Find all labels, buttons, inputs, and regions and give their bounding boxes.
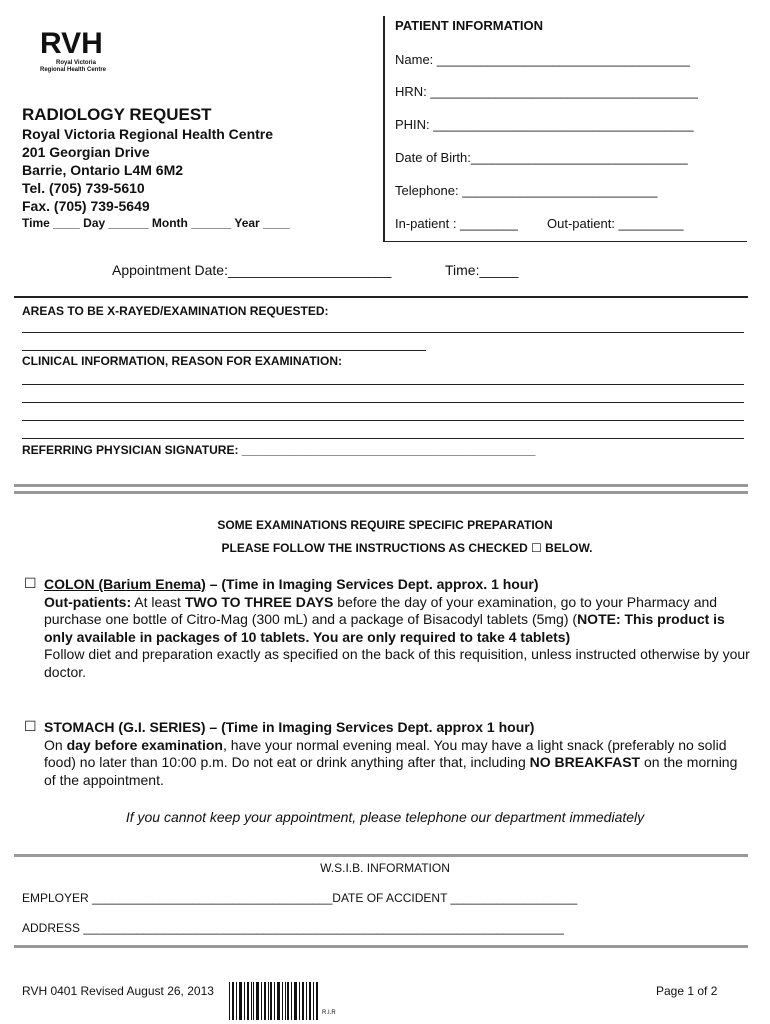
- colon-checkbox[interactable]: ☐: [24, 575, 37, 591]
- org-tel: Tel. (705) 739-5610: [22, 180, 145, 196]
- outpatient-field[interactable]: Out-patient: _________: [547, 216, 684, 231]
- wsib-heading: W.S.I.B. INFORMATION: [320, 861, 450, 875]
- section-rule-bottom: [14, 491, 748, 494]
- phin-field[interactable]: PHIN: ____________________________________: [395, 117, 694, 132]
- clinical-line-1[interactable]: [22, 384, 744, 385]
- address-field[interactable]: ADDRESS ________________________________________________________________________: [22, 921, 564, 935]
- wsib-rule-top: [14, 854, 748, 857]
- form-title: RADIOLOGY REQUEST: [22, 105, 212, 124]
- appointment-rule: [14, 296, 748, 298]
- stomach-text-4: NO BREAKFAST: [529, 754, 641, 770]
- logo-line2: Regional Health Centre: [40, 67, 107, 73]
- barcode-label: R.I.R: [322, 1010, 336, 1016]
- employer-field[interactable]: EMPLOYER ____________________________________DATE OF ACCIDENT ___________________: [22, 891, 578, 905]
- hrn-field[interactable]: HRN: _____________________________________: [395, 84, 698, 99]
- stomach-text-5: on the morning of the appointment.: [44, 754, 738, 788]
- colon-text-3: before the day of your examination, go to your Pharmacy and purchase one bottle of Citro-Mag (300 mL) and a package of Bisacodyl tablets (5mg) (: [44, 593, 718, 627]
- org-fax: Fax. (705) 739-5649: [22, 198, 150, 214]
- physician-signature-field[interactable]: REFERRING PHYSICIAN SIGNATURE: ____________________________________________: [22, 443, 536, 457]
- stomach-text-3: , have your normal evening meal. You may have a light snack (preferably no solid food) no later than 10:00 p.m. Do not eat or drink anything after that, including: [44, 736, 727, 770]
- form-revision: RVH 0401 Revised August 26, 2013: [22, 984, 214, 998]
- org-city: Barrie, Ontario L4M 6M2: [22, 162, 184, 178]
- stomach-text-2: day before examination: [66, 736, 223, 753]
- stomach-text-1: On: [44, 736, 67, 753]
- telephone-field[interactable]: Telephone: ___________________________: [395, 183, 658, 198]
- colon-outpatients-label: Out-patients:: [44, 593, 132, 610]
- date-of-birth-field[interactable]: Date of Birth:______________________________: [395, 150, 688, 165]
- colon-title-rest: – (Time in Imaging Services Dept. approx. 1 hour): [205, 576, 539, 592]
- clinical-line-2[interactable]: [22, 402, 744, 403]
- wsib-rule-bottom: [14, 945, 748, 948]
- time-day-month-year-field[interactable]: Time ____ Day ______ Month ______ Year ____: [22, 216, 290, 230]
- stomach-section: [24, 719, 744, 789]
- inpatient-field[interactable]: In-patient : ________: [395, 216, 518, 231]
- header-bottom-rule: [383, 241, 747, 242]
- appointment-time-field[interactable]: Time:_____: [445, 262, 519, 278]
- stomach-title: STOMACH (G.I. SERIES) – (Time in Imaging Services Dept. approx 1 hour): [44, 719, 535, 735]
- areas-line-1[interactable]: [22, 332, 744, 333]
- org-street: 201 Georgian Drive: [22, 144, 150, 160]
- colon-note: NOTE: This product is only available in packages of 10 tablets. You are only required to take 4 tablets): [44, 611, 725, 645]
- logo-line1: Royal Victoria: [56, 60, 96, 66]
- colon-title: COLON (Barium Enema): [44, 576, 206, 592]
- areas-label: AREAS TO BE X-RAYED/EXAMINATION REQUESTED:: [22, 304, 329, 318]
- areas-line-2[interactable]: [22, 350, 426, 351]
- colon-text-2: TWO TO THREE DAYS: [184, 593, 334, 610]
- clinical-line-4[interactable]: [22, 438, 744, 439]
- prep-notice-1: SOME EXAMINATIONS REQUIRE SPECIFIC PREPARATION: [217, 518, 553, 532]
- stomach-checkbox[interactable]: ☐: [24, 718, 37, 734]
- appointment-date-field[interactable]: Appointment Date:_____________________: [112, 262, 392, 278]
- clinical-info-label: CLINICAL INFORMATION, REASON FOR EXAMINATION:: [22, 354, 342, 368]
- colon-text-1: At least: [131, 593, 185, 610]
- logo: [40, 28, 120, 74]
- header-divider: [383, 16, 385, 242]
- barcode: [229, 982, 321, 1020]
- patient-info-heading: PATIENT INFORMATION: [395, 18, 544, 33]
- logo-mark: RVH: [40, 27, 103, 60]
- clinical-line-3[interactable]: [22, 420, 744, 421]
- section-rule-top: [14, 484, 748, 487]
- patient-name-field[interactable]: Name: ___________________________________: [395, 52, 690, 67]
- colon-section: [24, 576, 754, 681]
- prep-notice-2: PLEASE FOLLOW THE INSTRUCTIONS AS CHECKED ☐ BELOW.: [221, 541, 593, 555]
- page-number: Page 1 of 2: [656, 984, 718, 998]
- appointment-notice: If you cannot keep your appointment, please telephone our department immediately: [125, 809, 645, 825]
- colon-text-5: Follow diet and preparation exactly as specified on the back of this requisition, unless instructed otherwise by your doctor.: [44, 646, 750, 680]
- org-name: Royal Victoria Regional Health Centre: [22, 126, 274, 142]
